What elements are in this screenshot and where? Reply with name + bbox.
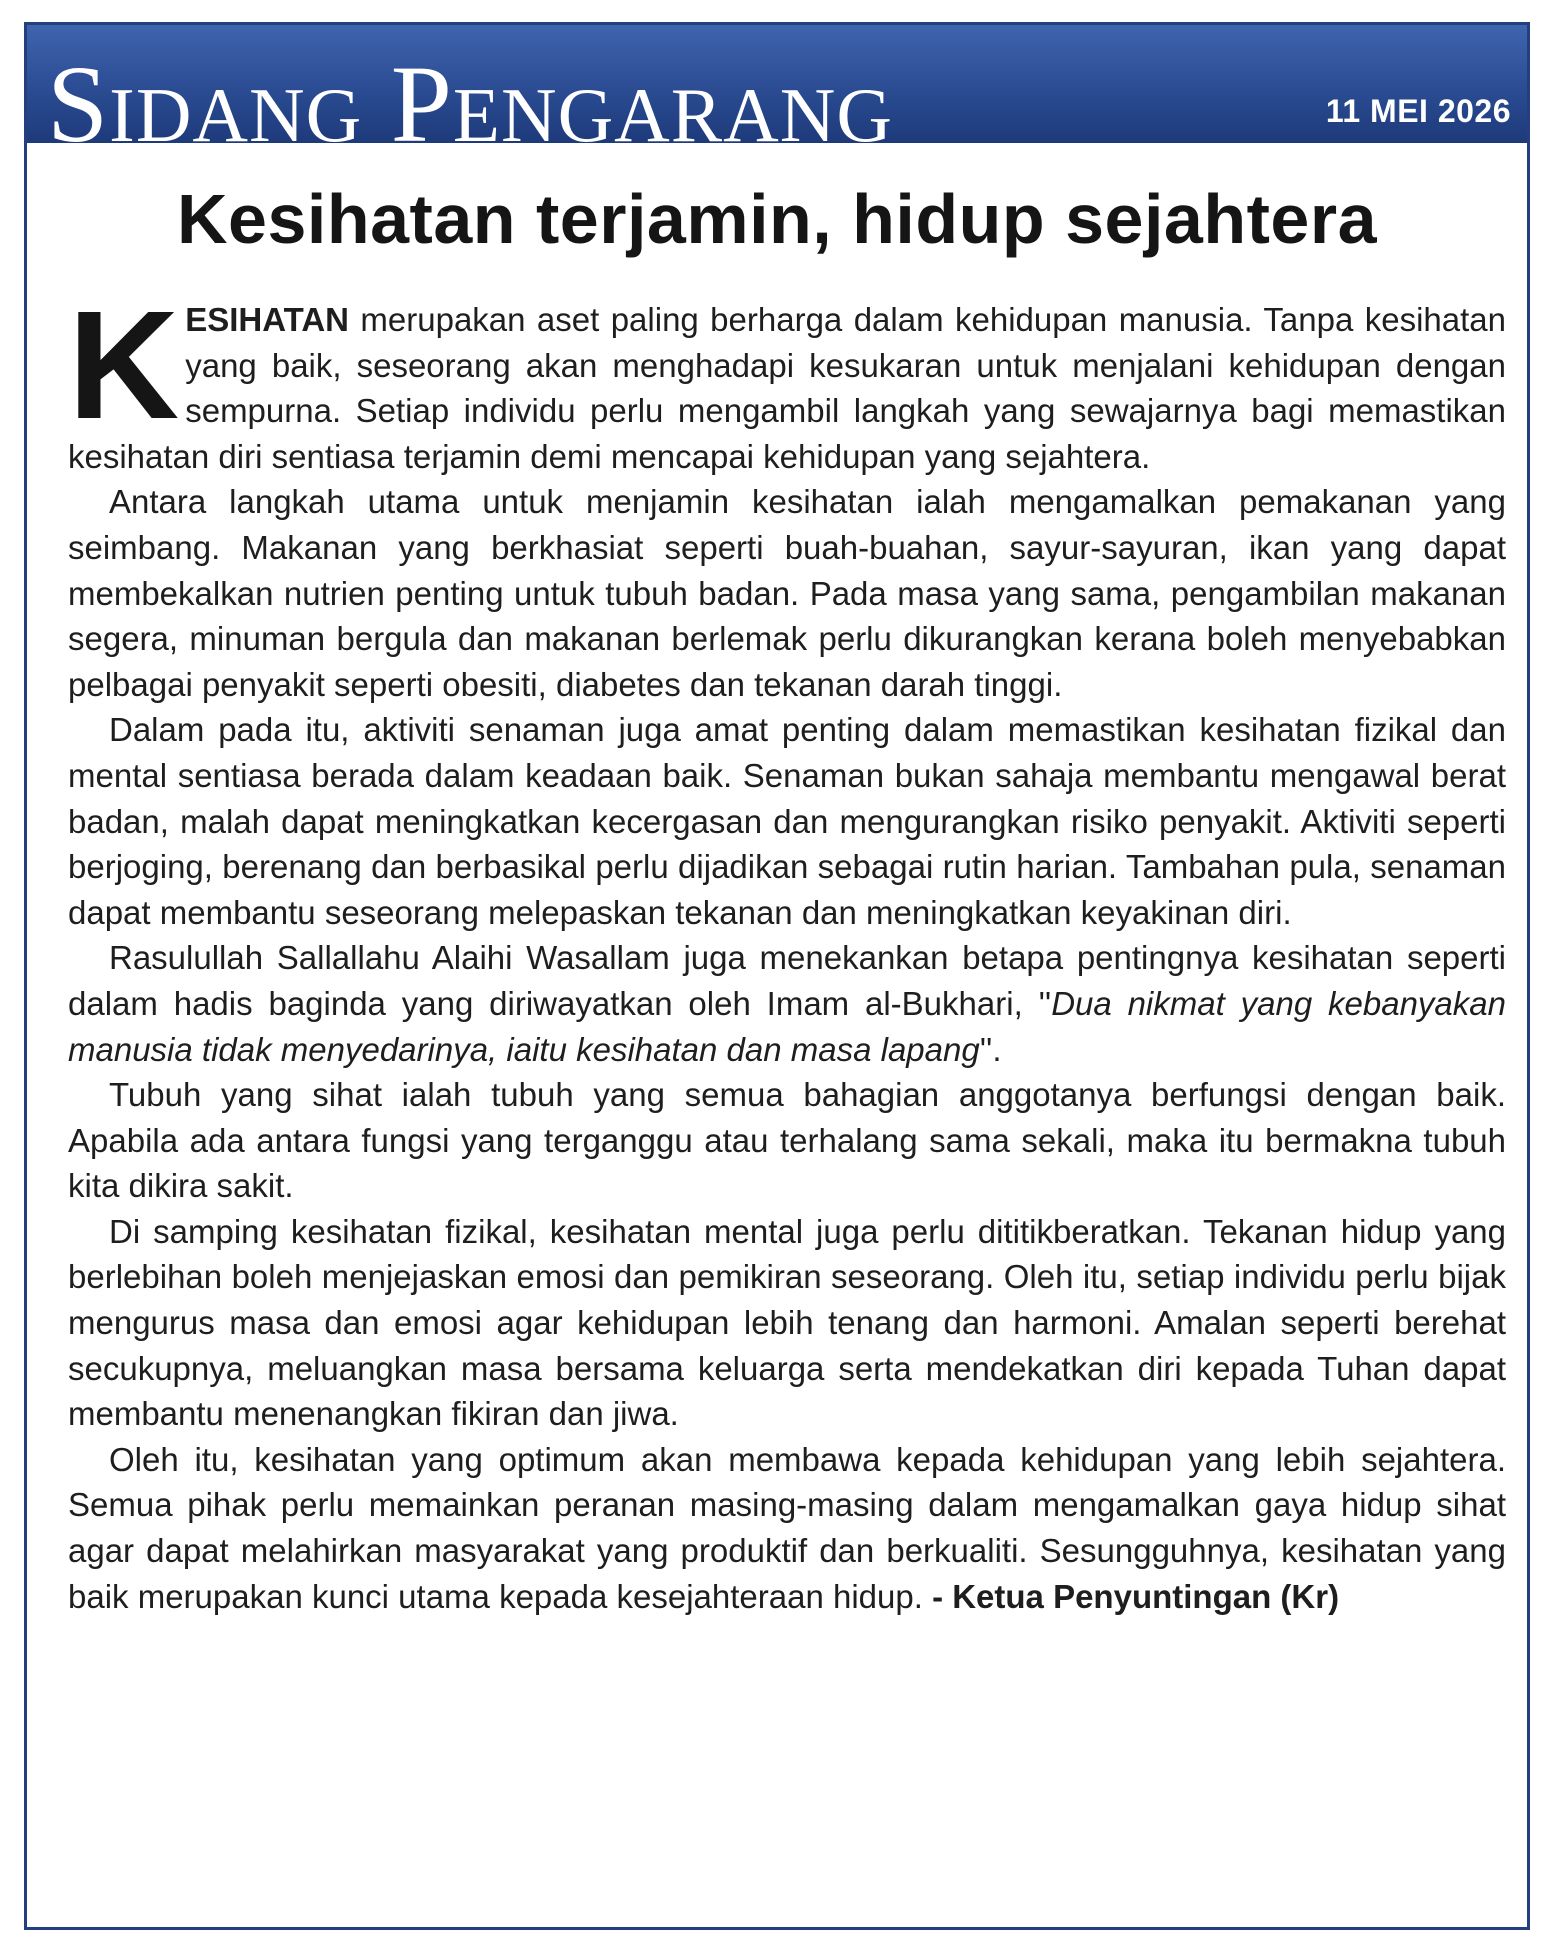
- paragraph-1-text: merupakan aset paling berharga dalam kehidupan manusia. Tanpa kesihatan yang baik, seseorang akan menghadapi kesukaran untuk menjalani kehidupan dengan sempurna. Setiap individu perlu mengambil langkah yang sewajarnya bagi memastikan kesihatan diri sentiasa terjamin demi mencapai kehidupan yang sejahtera.: [68, 301, 1506, 475]
- masthead-banner: [27, 25, 1527, 143]
- article-body: [68, 279, 1506, 1619]
- paragraph-4: [68, 935, 1506, 1072]
- author-signature: - Ketua Penyuntingan (Kr): [932, 1577, 1340, 1615]
- lead-word: ESIHATAN: [185, 301, 349, 338]
- masthead-title: Sidang Pengarang: [47, 43, 893, 143]
- paragraph-7-text: Oleh itu, kesihatan yang optimum akan membawa kepada kehidupan yang lebih sejahtera. Semua pihak perlu memainkan peranan masing-masing dalam mengamalkan gaya hidup sihat agar dapat melahirkan masyarakat yang produktif dan berkualiti. Sesungguhnya, kesihatan yang baik merupakan kunci utama kepada kesejahteraan hidup.: [68, 1440, 1506, 1615]
- editorial-frame: [24, 22, 1530, 1930]
- paragraph-3: Dalam pada itu, aktiviti senaman juga amat penting dalam memastikan kesihatan fizikal dan mental sentiasa berada dalam keadaan baik. Senaman bukan sahaja membantu mengawal berat badan, malah dapat meningkatkan kecergasan dan mengurangkan risiko penyakit. Aktiviti seperti berjoging, berenang dan berbasikal perlu dijadikan sebagai rutin harian. Tambahan pula, senaman dapat membantu seseorang melepaskan tekanan dan meningkatkan keyakinan diri.: [68, 711, 1506, 931]
- open-quote: '': [1038, 984, 1052, 1022]
- paragraph-4-intro: Rasulullah Sallallahu Alaihi Wasallam juga menekankan betapa pentingnya kesihatan seperti dalam hadis baginda yang diriwayatkan oleh Imam al-Bukhari,: [68, 939, 1506, 1022]
- paragraph-6: Di samping kesihatan fizikal, kesihatan mental juga perlu dititikberatkan. Tekanan hidup yang berlebihan boleh menjejaskan emosi dan pemikiran seseorang. Oleh itu, setiap individu perlu bijak mengurus masa dan emosi agar kehidupan lebih tenang dan harmoni. Amalan seperti berehat secukupnya, meluangkan masa bersama keluarga serta mendekatkan diri kepada Tuhan dapat membantu menenangkan fikiran dan jiwa.: [68, 1212, 1506, 1433]
- paragraph-7: [68, 1437, 1506, 1619]
- paragraph-2: Antara langkah utama untuk menjamin kesihatan ialah mengamalkan pemakanan yang seimbang. Makanan yang berkhasiat seperti buah-buahan, sayur-sayuran, ikan yang dapat membekalkan nutrien penting untuk tubuh badan. Pada masa yang sama, pengambilan makanan segera, minuman bergula dan makanan berlemak perlu dikurangkan kerana boleh menyebabkan pelbagai penyakit seperti obesiti, diabetes dan tekanan darah tinggi.: [68, 483, 1506, 703]
- drop-cap: K: [68, 279, 180, 451]
- paragraph-1: [68, 279, 1506, 479]
- paragraph-5: Tubuh yang sihat ialah tubuh yang semua bahagian anggotanya berfungsi dengan baik. Apabila ada antara fungsi yang terganggu atau terhalang sama sekali, maka itu bermakna tubuh kita dikira sakit.: [68, 1076, 1506, 1205]
- close-quote: ''.: [979, 1030, 1002, 1068]
- hadith-quote: Dua nikmat yang kebanyakan manusia tidak menyedarinya, iaitu kesihatan dan masa lapang: [68, 984, 1506, 1068]
- article-headline: Kesihatan terjamin, hidup sejahtera: [176, 180, 1378, 258]
- publication-date: 11 MEI 2026: [1325, 93, 1511, 129]
